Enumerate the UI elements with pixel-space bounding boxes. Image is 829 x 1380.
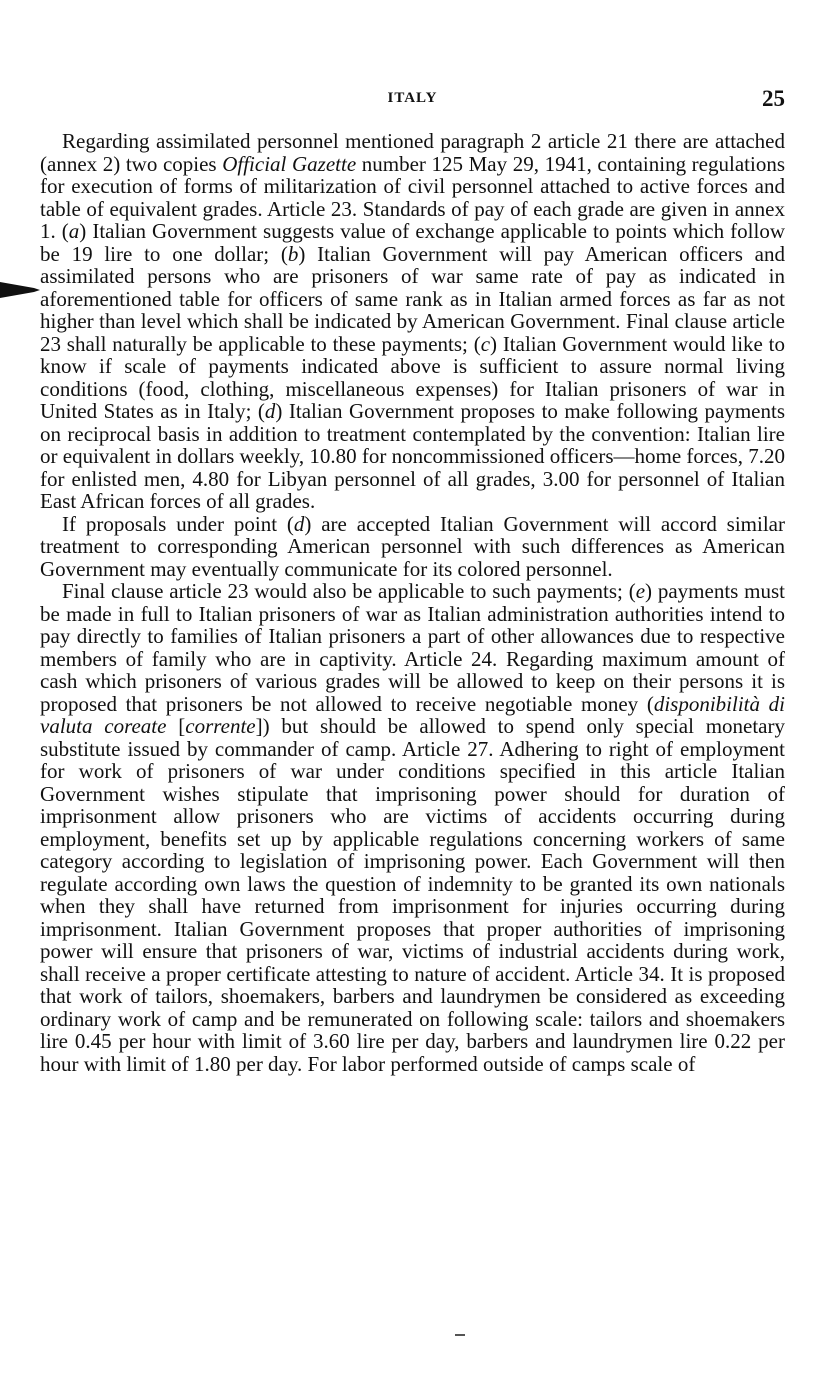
text-run: [	[166, 714, 186, 738]
italic-run: Official Gazette	[222, 151, 357, 176]
running-head: ITALY	[387, 90, 438, 106]
text-run: ) Italian Government proposes to make following payments on reciprocal basis in addition to treatment contemplated by the convention: Italian lire or equivalent in dollars weekly, 10.80 for noncommissioned officers—home forces, 7.20 for enlisted men, 4.80 for Libyan personnel of all grades, 3.00 for personnel of Italian East African forces of all grades.	[40, 399, 785, 513]
italic-run: d	[264, 399, 276, 423]
page-header	[40, 86, 785, 116]
text-run: ) Italian Government will pay American officers and assimilated persons who are prisoners of war same rate of pay as indicated in aforementioned table for officers of same rank as in Italian armed forces as far as not higher than level which shall be indicated by American Government. Final clause article 23 shall naturally be applicable to these payments; (	[40, 241, 785, 356]
italic-run: e	[635, 579, 646, 603]
text-run: number 125 May 29, 1941, containing regulations for execution of forms of militarization of civil personnel attached to active forces and table of equivalent grades. Article 23. Standards of pay of each grade are given in annex 1. (	[40, 151, 785, 243]
bottom-mark	[455, 1334, 465, 1336]
italic-run: disponibilità di valuta coreate	[40, 691, 786, 738]
text-run: ) payments must be made in full to Italian prisoners of war as Italian administration authorities intend to pay directly to families of Italian prisoners a part of other allowances due to respective members of family who are in captivity. Article 24. Regarding maximum amount of cash which prisoners of various grades will be allowed to keep on their persons it is proposed that prisoners be not allowed to receive negotiable money (	[40, 579, 785, 716]
italic-run: d	[293, 511, 305, 536]
text-run: If proposals under point (	[62, 511, 294, 536]
text-run: ) Italian Government would like to know if scale of payments indicated above is sufficient to assure normal living conditions (food, clothing, miscellaneous expenses) for Italian prisoners of war in United States as in Italy; (	[40, 331, 785, 423]
margin-arrow-icon	[0, 278, 40, 302]
page-number: 25	[762, 86, 785, 111]
text-run: Regarding assimilated personnel mentioned paragraph 2 article 21 there are attached (annex 2) two copies	[40, 129, 785, 176]
text-run: ) are accepted Italian Government will accord similar treatment to corresponding American personnel with such differences as American Government may eventually communicate for its colored personnel.	[40, 511, 785, 581]
paragraph	[40, 130, 785, 513]
text-run: Final clause article 23 would also be applicable to such payments; (	[62, 579, 636, 603]
italic-run: a	[68, 219, 80, 243]
italic-run: b	[287, 241, 299, 266]
paragraph	[40, 580, 785, 1075]
italic-run: corrente	[185, 714, 256, 738]
body-text	[40, 130, 785, 1075]
italic-run: c	[480, 331, 491, 356]
paragraph	[40, 513, 785, 581]
text-run: ]) but should be allowed to spend only special monetary substitute issued by commander of camp. Article 27. Adhering to right of employment for work of prisoners of war under conditions specified in this article Italian Government wishes stipulate that imprisoning power should for duration of imprisonment allow prisoners who are victims of accidents occurring during employment, benefits set up by applicable regulations concerning workers of same category according to legislation of imprisoning power. Each Government will then regulate according own laws the question of indemnity to be granted its own nationals when they shall have returned from imprisonment for injuries occurring during imprisonment. Italian Government proposes that proper authorities of imprisoning power will ensure that prisoners of war, victims of industrial accidents during work, shall receive a proper certificate attesting to nature of accident. Article 34. It is proposed that work of tailors, shoemakers, barbers and laundrymen be considered as exceeding ordinary work of camp and be remunerated on following scale: tailors and shoemakers lire 0.45 per hour with limit of 3.60 lire per day, barbers and laundrymen lire 0.22 per hour with limit of 1.80 per day. For labor performed outside of camps scale of	[40, 714, 785, 1076]
text-run: ) Italian Government suggests value of exchange applicable to points which follow be 19 lire to one dollar; (	[40, 219, 785, 266]
